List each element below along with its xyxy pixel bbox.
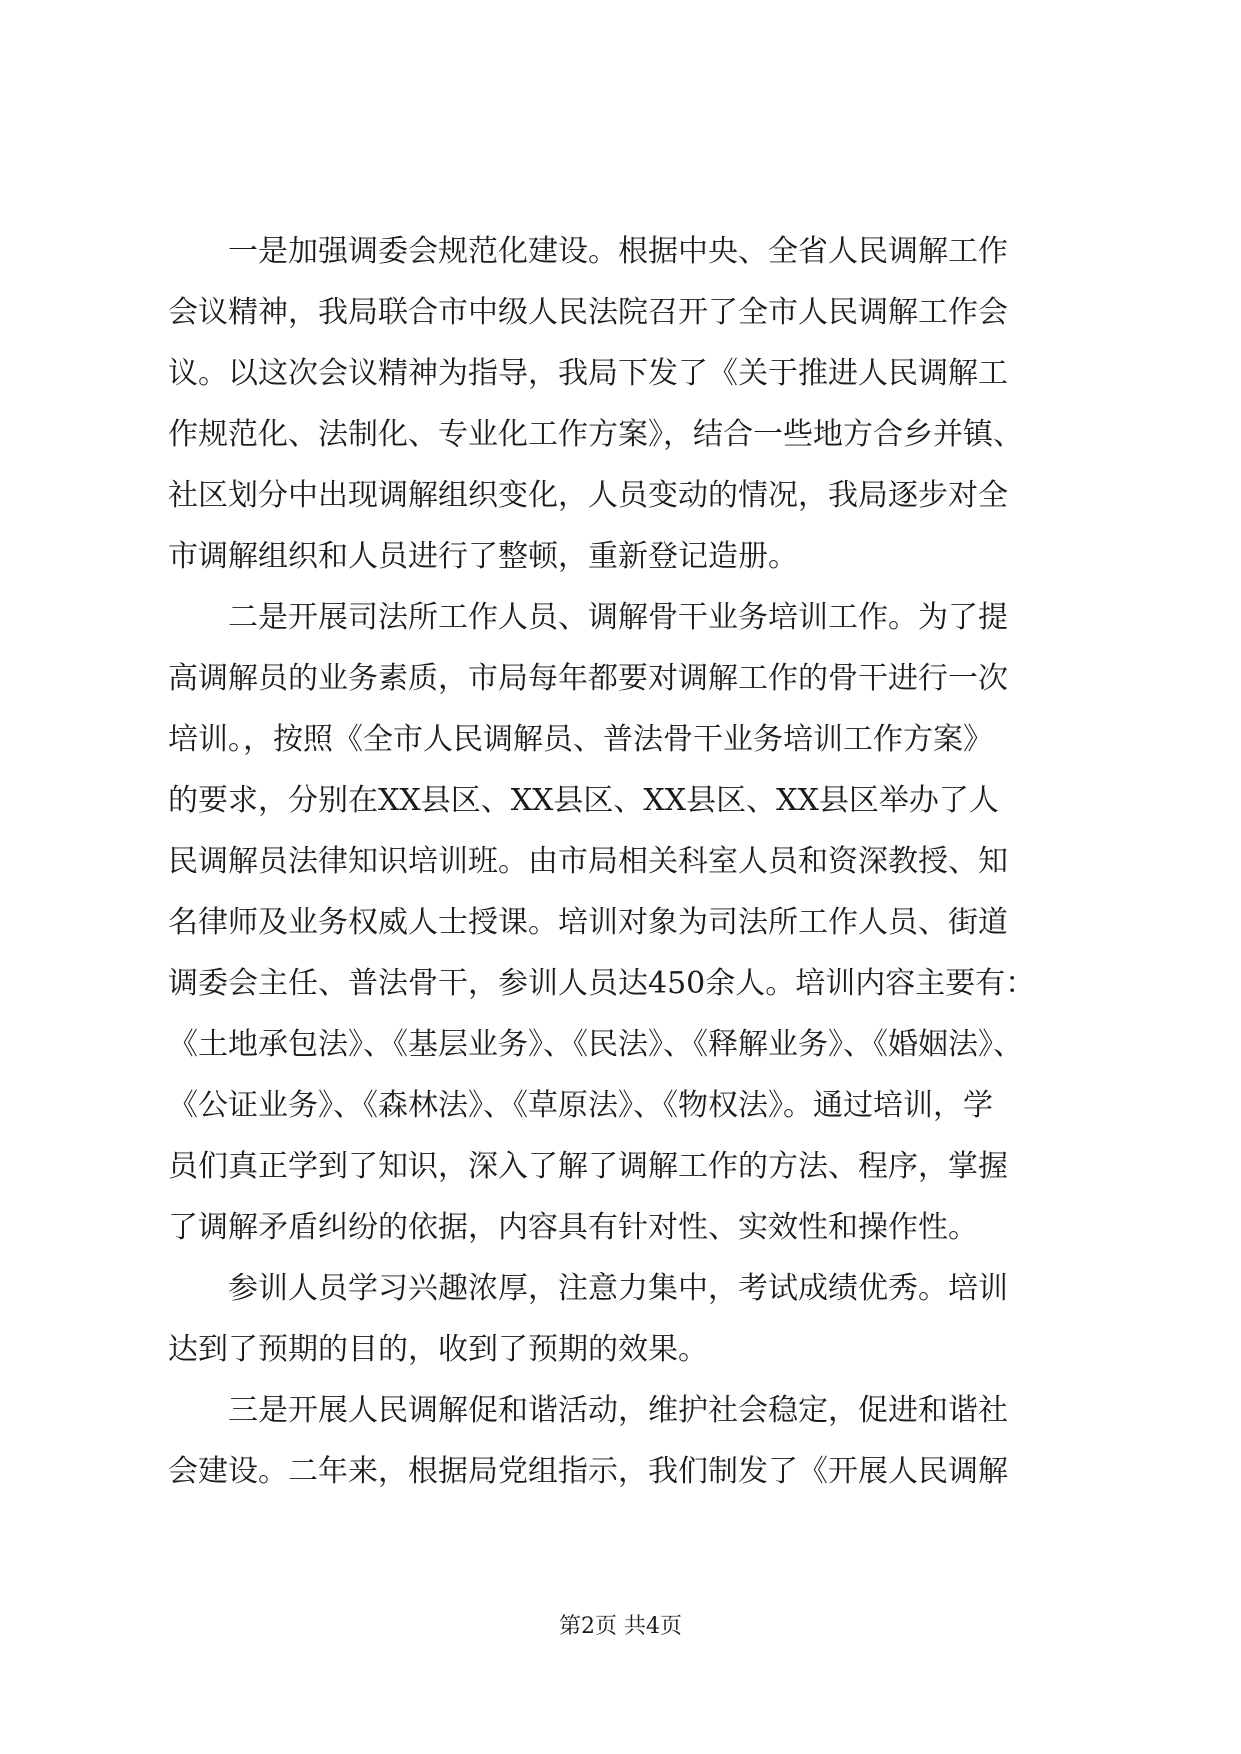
text-line-13: 调委会主任、普法骨干，参训人员达450余人。培训内容主要有： [168,966,1036,1001]
text-line-21: 会建设。二年来，根据局党组指示，我们制发了《开展人民调解 [168,1454,1008,1489]
text-line-7: 二是开展司法所工作人员、调解骨干业务培训工作。为了提 [168,600,1008,635]
text-line-1: 一是加强调委会规范化建设。根据中央、全省人民调解工作 [168,234,1008,269]
text-line-18: 参训人员学习兴趣浓厚，注意力集中，考试成绩优秀。培训 [168,1271,1008,1306]
text-line-19: 达到了预期的目的，收到了预期的效果。 [168,1332,708,1367]
text-line-15: 《公证业务》、《森林法》、《草原法》、《物权法》。通过培训，学 [168,1088,993,1123]
text-line-14: 《土地承包法》、《基层业务》、《民法》、《释解业务》、《婚姻法》、 [168,1027,1023,1062]
text-line-2: 会议精神，我局联合市中级人民法院召开了全市人民调解工作会 [168,295,1008,330]
text-line-17: 了调解矛盾纠纷的依据，内容具有针对性、实效性和操作性。 [168,1210,978,1245]
text-line-16: 员们真正学到了知识，深入了解了调解工作的方法、程序，掌握 [168,1149,1008,1184]
text-line-12: 名律师及业务权威人士授课。培训对象为司法所工作人员、街道 [168,905,1008,940]
text-line-6: 市调解组织和人员进行了整顿，重新登记造册。 [168,539,798,574]
text-line-5: 社区划分中出现调解组织变化，人员变动的情况，我局逐步对全 [168,478,1008,513]
text-line-20: 三是开展人民调解促和谐活动，维护社会稳定，促进和谐社 [168,1393,1008,1428]
text-line-4: 作规范化、法制化、专业化工作方案》，结合一些地方合乡并镇、 [168,417,1023,452]
text-line-10: 的要求，分别在XX县区、XX县区、XX县区、XX县区举办了人 [168,783,999,818]
text-line-9: 培训。，按照《全市人民调解员、普法骨干业务培训工作方案》 [168,722,993,757]
text-line-3: 议。以这次会议精神为指导，我局下发了《关于推进人民调解工 [168,356,1008,391]
text-line-11: 民调解员法律知识培训班。由市局相关科室人员和资深教授、知 [168,844,1008,879]
text-line-8: 高调解员的业务素质，市局每年都要对调解工作的骨干进行一次 [168,661,1008,696]
page-number: 第2页 共4页 [559,1614,682,1639]
